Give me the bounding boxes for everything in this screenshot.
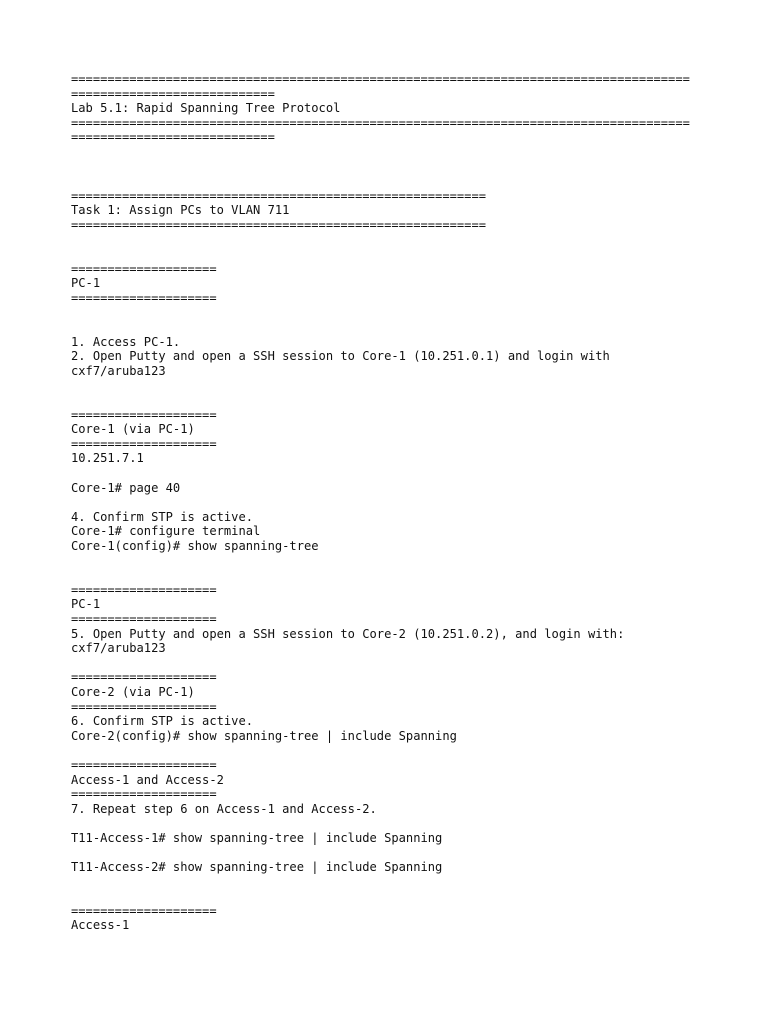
text-line: ========================================================= [71, 217, 487, 232]
text-line: Task 1: Assign PCs to VLAN 711 [71, 203, 290, 218]
text-line: 10.251.7.1 [71, 451, 144, 466]
text-line: Lab 5.1: Rapid Spanning Tree Protocol [71, 101, 341, 116]
text-line [71, 160, 751, 175]
text-line: cxf7/aruba123 [71, 641, 166, 656]
text-line: ==================== [71, 699, 217, 714]
text-line: ==================== [71, 436, 217, 451]
text-line: ==================== [71, 290, 217, 305]
text-line [71, 306, 751, 321]
text-line [71, 320, 751, 335]
text-line: 2. Open Putty and open a SSH session to Core-1 (10.251.0.1) and login with [71, 349, 610, 364]
text-line [71, 466, 751, 481]
text-line: Access-1 [71, 918, 130, 933]
text-line: ==================== [71, 407, 217, 422]
text-line [71, 743, 751, 758]
text-line [71, 378, 751, 393]
text-line: ==================== [71, 261, 217, 276]
text-line: Access-1 and Access-2 [71, 772, 224, 787]
text-line [71, 495, 751, 510]
text-line: 4. Confirm STP is active. [71, 509, 254, 524]
text-line: Core-1# configure terminal [71, 524, 261, 539]
text-line [71, 816, 751, 831]
text-line: PC-1 [71, 597, 101, 612]
text-line: ==================== [71, 582, 217, 597]
text-line: ==================== [71, 670, 217, 685]
text-line: Core-2(config)# show spanning-tree | include Spanning [71, 728, 457, 743]
text-line [71, 393, 751, 408]
text-line [71, 233, 751, 248]
text-line: ==================== [71, 757, 217, 772]
text-line [71, 247, 751, 262]
text-line: ===================================================================================== [71, 115, 690, 130]
text-line [71, 656, 751, 671]
text-line: ========================================================= [71, 188, 487, 203]
text-line: ============================ [71, 86, 275, 101]
text-line: T11-Access-2# show spanning-tree | include Spanning [71, 860, 443, 875]
text-line: 1. Access PC-1. [71, 334, 181, 349]
text-line [71, 568, 751, 583]
text-line: cxf7/aruba123 [71, 363, 166, 378]
text-line: T11-Access-1# show spanning-tree | include Spanning [71, 830, 443, 845]
text-line [71, 554, 751, 569]
text-line: 5. Open Putty and open a SSH session to Core-2 (10.251.0.2), and login with: [71, 626, 625, 641]
text-line: ==================== [71, 903, 217, 918]
text-line: Core-1 (via PC-1) [71, 422, 195, 437]
text-line [71, 875, 751, 890]
text-line [71, 889, 751, 904]
text-line: 7. Repeat step 6 on Access-1 and Access-2. [71, 801, 377, 816]
text-line: Core-1# page 40 [71, 480, 181, 495]
text-line: ==================== [71, 611, 217, 626]
text-line: ============================ [71, 130, 275, 145]
text-line: ==================== [71, 787, 217, 802]
text-line [71, 145, 751, 160]
text-line: Core-1(config)# show spanning-tree [71, 539, 319, 553]
text-line [71, 845, 751, 860]
text-line: ===================================================================================== [71, 72, 690, 86]
text-line [71, 174, 751, 189]
text-line: Core-2 (via PC-1) [71, 684, 195, 699]
document-page [71, 72, 751, 933]
text-line: 6. Confirm STP is active. [71, 714, 254, 729]
text-line: PC-1 [71, 276, 101, 291]
